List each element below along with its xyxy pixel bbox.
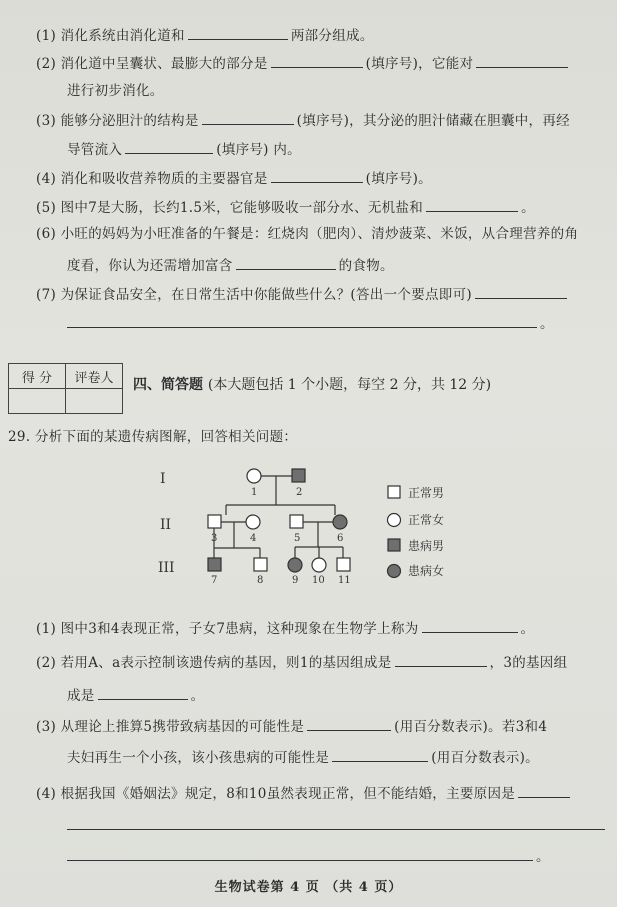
question-7-cont — [67, 313, 554, 333]
answer-blank[interactable] — [125, 139, 213, 154]
answer-blank[interactable] — [67, 313, 537, 328]
answer-blank[interactable] — [426, 197, 518, 212]
affected-male-legend-icon — [388, 539, 400, 551]
section-title: 四、简答题 — [133, 377, 203, 393]
question-number: 29. — [8, 429, 31, 445]
question-number: (2) — [36, 56, 57, 72]
question-number: (2) — [36, 655, 57, 671]
normal-female-4 — [246, 515, 260, 529]
question-2 — [36, 53, 571, 73]
normal-male-8 — [254, 558, 267, 571]
question-text: 。 — [190, 688, 205, 704]
normal-female-10 — [312, 558, 326, 572]
answer-blank[interactable] — [67, 815, 605, 830]
question-3-cont — [67, 139, 301, 159]
question-text: 为保证食品安全，在日常生活中你能做些什么？(答出一个要点即可) — [60, 287, 472, 303]
individual-number: 2 — [296, 487, 303, 498]
question-text: 。 — [536, 849, 550, 865]
question-text: 。 — [540, 316, 554, 332]
question-text: 若用A、a表示控制该遗传病的基因，则1的基因组成是 — [60, 655, 392, 671]
question-number: (6) — [36, 226, 57, 242]
legend-label: 患病女 — [408, 564, 445, 578]
normal-female-1 — [247, 469, 261, 483]
answer-blank[interactable] — [236, 255, 336, 270]
answer-blank[interactable] — [67, 846, 533, 861]
pedigree-legend — [388, 485, 445, 578]
question-text: 夫妇再生一个小孩，该小孩患病的可能性是 — [67, 750, 330, 766]
question-text: 消化系统由消化道和 — [60, 28, 185, 44]
question-number: (4) — [36, 786, 57, 802]
question-2-cont — [67, 82, 164, 100]
question-5 — [36, 197, 535, 217]
generation-label: II — [160, 517, 172, 533]
answer-blank[interactable] — [475, 284, 567, 299]
question-3 — [36, 110, 570, 130]
individual-number: 3 — [211, 533, 218, 544]
answer-blank[interactable] — [98, 685, 188, 700]
question-29-3 — [36, 716, 547, 736]
question-29-3-cont — [67, 747, 539, 767]
normal-female-legend-icon — [388, 514, 401, 527]
affected-male-7 — [208, 558, 221, 571]
individual-number: 1 — [251, 487, 258, 498]
question-6 — [36, 225, 578, 243]
question-text: (用百分数表示)。 — [431, 750, 539, 766]
question-text: (用百分数表示)。若3和4 — [394, 719, 548, 735]
question-text: 能够分泌胆汁的结构是 — [60, 113, 199, 129]
question-text: 两部分组成。 — [290, 28, 374, 44]
question-number: (3) — [36, 113, 57, 129]
answer-blank[interactable] — [271, 53, 363, 68]
normal-male-5 — [290, 515, 303, 528]
answer-blank[interactable] — [422, 618, 518, 633]
question-text: ，3的基因组 — [489, 655, 568, 671]
answer-blank[interactable] — [518, 783, 570, 798]
question-text: 从理论上推算5携带致病基因的可能性是 — [60, 719, 305, 735]
question-4 — [36, 168, 432, 188]
question-text: (填序号) 内。 — [216, 142, 301, 158]
affected-male-2 — [292, 469, 305, 482]
score-label: 得 分 — [9, 364, 66, 389]
pedigree-chart — [150, 455, 490, 590]
normal-male-legend-icon — [388, 486, 400, 498]
question-text: 成是 — [67, 688, 95, 704]
individual-number: 7 — [211, 575, 218, 586]
score-box — [8, 363, 123, 414]
answer-blank[interactable] — [202, 110, 294, 125]
question-text: 图中3和4表现正常，子女7患病，这种现象在生物学上称为 — [60, 621, 419, 637]
question-text: (填序号)，它能对 — [365, 56, 474, 72]
normal-male-11 — [337, 558, 350, 571]
question-29-2 — [36, 652, 567, 672]
question-text: (填序号)，其分泌的胆汁储藏在胆囊中，再经 — [296, 113, 570, 129]
individual-number: 11 — [338, 575, 351, 586]
question-text: 分析下面的某遗传病图解，回答相关问题： — [34, 429, 298, 445]
individual-number: 4 — [250, 533, 257, 544]
question-29-4 — [36, 783, 573, 803]
question-6-cont — [67, 255, 394, 275]
question-text: 。 — [521, 200, 535, 216]
individual-number: 8 — [257, 575, 264, 586]
question-29-4-line2 — [67, 815, 608, 835]
answer-blank[interactable] — [188, 25, 288, 40]
question-29-1 — [36, 618, 534, 638]
section-heading — [133, 374, 491, 394]
answer-blank[interactable] — [307, 716, 391, 731]
question-number: (1) — [36, 621, 57, 637]
question-text: 导管流入 — [67, 142, 123, 158]
question-number: (1) — [36, 28, 57, 44]
generation-label: III — [158, 560, 175, 576]
legend-label: 正常女 — [408, 513, 445, 527]
score-cell[interactable] — [9, 389, 66, 414]
question-number: (7) — [36, 287, 57, 303]
legend-label: 正常男 — [408, 486, 445, 500]
affected-female-9 — [288, 558, 302, 572]
question-text: 。 — [520, 621, 535, 637]
grader-label: 评卷人 — [66, 364, 123, 389]
individual-number: 6 — [337, 533, 344, 544]
question-text: 小旺的妈妈为小旺准备的午餐是：红烧肉（肥肉）、清炒菠菜、米饭，从合理营养的角 — [60, 226, 579, 242]
question-text: 的食物。 — [338, 258, 394, 274]
question-text: 度看，你认为还需增加富含 — [67, 258, 233, 274]
question-number: (3) — [36, 719, 57, 735]
section-note: (本大题包括 1 个小题，每空 2 分，共 12 分) — [207, 377, 492, 393]
affected-female-legend-icon — [388, 565, 401, 578]
question-text: 根据我国《婚姻法》规定，8和10虽然表现正常，但不能结婚，主要原因是 — [60, 786, 516, 802]
question-text: (填序号)。 — [365, 171, 432, 187]
question-text: 消化道中呈囊状、最膨大的部分是 — [60, 56, 268, 72]
grader-cell[interactable] — [66, 389, 123, 414]
question-29-2-cont — [67, 685, 204, 705]
answer-blank[interactable] — [476, 53, 568, 68]
question-29-4-line3 — [67, 846, 550, 866]
individual-number: 9 — [292, 575, 299, 586]
question-29 — [8, 428, 297, 446]
answer-blank[interactable] — [395, 652, 487, 667]
question-1 — [36, 25, 374, 45]
affected-female-6 — [333, 515, 347, 529]
answer-blank[interactable] — [332, 747, 428, 762]
question-text: 进行初步消化。 — [67, 83, 164, 99]
individual-number: 10 — [312, 575, 325, 586]
normal-male-3 — [208, 515, 221, 528]
question-number: (5) — [36, 200, 57, 216]
answer-blank[interactable] — [271, 168, 363, 183]
question-text: 图中7是大肠，长约1.5米，它能够吸收一部分水、无机盐和 — [60, 200, 424, 216]
generation-label: I — [160, 471, 166, 487]
individual-number: 5 — [294, 533, 301, 544]
question-number: (4) — [36, 171, 57, 187]
question-text: 消化和吸收营养物质的主要器官是 — [60, 171, 268, 187]
page-footer: 生物试卷第 4 页 （共 4 页） — [214, 880, 403, 895]
question-7 — [36, 284, 570, 304]
legend-label: 患病男 — [408, 539, 445, 553]
